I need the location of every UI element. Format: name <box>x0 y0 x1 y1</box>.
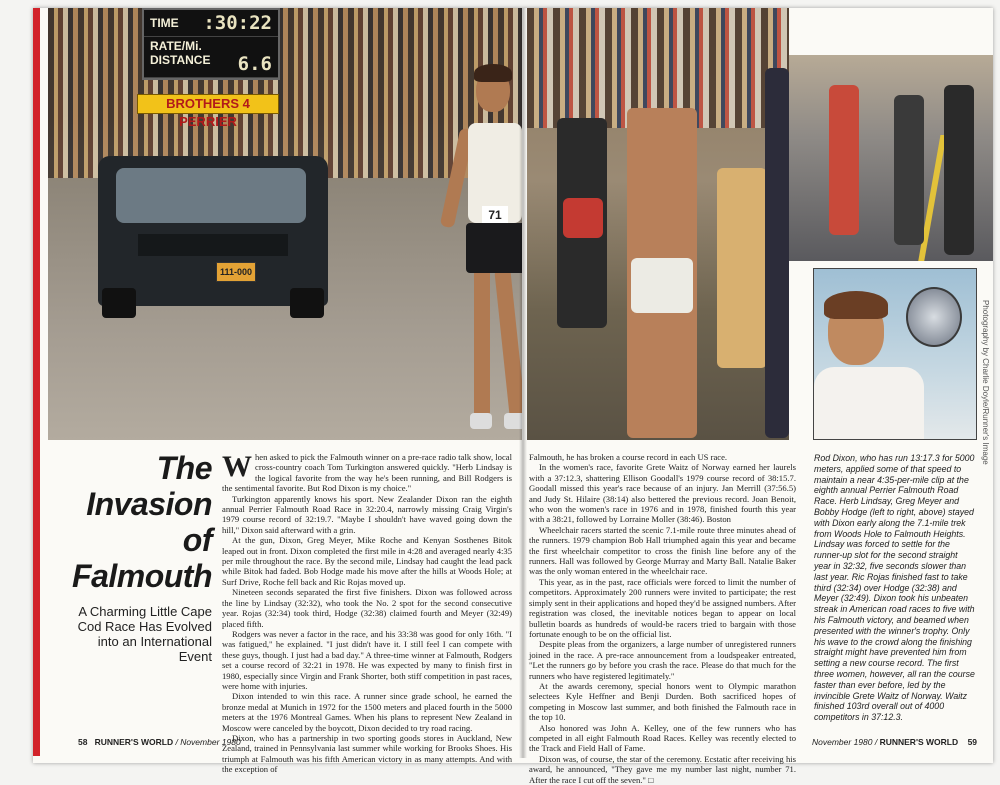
article-headline <box>62 450 212 664</box>
col1-para-2: Turkington apparently knows his sport. New Zealander Dixon ran the eighth annual Perrier Falmouth Road Race in 32:20.4, narrowly missing Craig Virgin's 1979 course record of 32:19.7. "Maybe I shouldn't have waved going down the hill," Dixon said afterward with a grin. <box>222 493 512 535</box>
col2-para-2: In the women's race, favorite Grete Waitz of Norway earned her laurels with a 37:12.3, shattering Ellison Goodall's 1979 course record of 38:15.7. Goodall missed this year's race because of an injury. Jan Merrill (37:56.5) and Judy St. Hilaire (38:14) also bettered the previous record. Joan Benoit, who won the women's race in 1976 and in 1978, finished fourth this year with a 38:21, followed by Lorraine Moller (38:46). Boston <box>529 462 796 525</box>
distance-value: 6.6 <box>237 53 272 75</box>
right-page-number: 59 <box>967 737 978 747</box>
sponsor-banner: BROTHERS 4 PERRIER <box>137 94 279 114</box>
trophy-photo <box>813 268 977 440</box>
left-magazine-name: RUNNER'S WORLD <box>94 737 174 747</box>
col2-para-3: Wheelchair racers started the scenic 7.1-mile route three minutes ahead of the runners. 1979 champion Bob Hall triumphed again this year and became the first wheelchair competitor to cross the finish line before any of the runners. Hall was followed by George Murray and Marty Ball. Natalie Baker was the only woman entered in the wheelchair race. <box>529 524 796 577</box>
lead-pack-photo <box>789 55 993 261</box>
title-line-4: Falmouth <box>72 558 212 594</box>
left-page-number: 58 <box>78 737 88 747</box>
page-gutter <box>519 8 527 758</box>
article-subhead: A Charming Little Cape Cod Race Has Evolved into an International Event <box>77 604 212 664</box>
race-clock-sign <box>142 8 280 80</box>
col1-para-3: At the gun, Dixon, Greg Meyer, Mike Roche and Kenyan Sosthenes Bitok leaped out in front. Dixon completed the first mile in 4:28 and averaged nearly 4:35 per mile throughout the race. By the second mile, Lindsay had caught the lead pack while Bitok had faded. Bob Hodge made his move after the hills at Woods Hole; at Surf Drive, Roche fell back and Ric Rojas moved up. <box>222 535 512 587</box>
spectators-photo <box>527 8 789 440</box>
trophy-figure <box>906 287 962 347</box>
runner-bib: 71 <box>482 206 508 224</box>
col1-para-1: hen asked to pick the Falmouth winner on a pre-race radio talk show, local cross-country coach Tom Turkington answered quickly. "Herb Lindsay is the logical favorite from the way he's been running, and Bill Rodgers is the sentimental favorite. But Rod Dixon is my choice." <box>222 452 512 494</box>
pace-car <box>98 116 328 316</box>
left-issue-date: / November 1980 <box>175 737 241 747</box>
col2-para-4: This year, as in the past, race officials were forced to limit the number of competitors. Approximately 200 runners were invited to participate; the rest simply sent in their applications and hoped they'd be assigned numbers. After registration was closed, the inevitable notices began to appear on local bulletin boards as hundreds of would-be racers tried to bargain with those fortunate enough to be on the official list. <box>529 576 796 639</box>
col2-para-8: Dixon was, of course, the star of the ceremony. Ecstatic after receiving his award, he announced, "They gave me my number last night, number 71. After the race I cut off the seven." □ <box>529 753 796 785</box>
photo-credit: Photography by Charlie Doyle/Runner's Image <box>981 300 990 465</box>
right-issue-date: November 1980 / <box>812 737 878 747</box>
main-photo-runner-car <box>48 8 522 440</box>
title-line-1: The <box>156 450 212 486</box>
page-edge-stripe <box>33 8 40 756</box>
right-magazine-name: RUNNER'S WORLD <box>879 737 959 747</box>
col2-para-5: Despite pleas from the organizers, a large number of unregistered runners joined in the race. A pre-race announcement from a loudspeaker entreated, "Let the runners go by before you crash the race. Please do that much for the runners who have registered legitimately." <box>529 639 796 681</box>
photo-caption: Rod Dixon, who has run 13:17.3 for 5000 meters, applied some of that speed to maintain a near 4:35-per-mile clip at the eighth annual Perrier Falmouth Road Race. Herb Lindsay, Greg Meyer and Bobby Hodge (left to right, above) stayed with Dixon early along the 7.1-mile trek from Woods Hole to Falmouth Heights. Lindsay was forced to settle for the runner-up slot for the second straight year in 32:32, five seconds slower than last year. Ric Rojas finished fast to take third (32:34) over Hodge (32:38) and Meyer (32:49). Dixon took his unbeaten streak in American road races to five with his Falmouth victory, and beamed when presented with the winner's trophy. Only his wave to the crowd along the finishing straight might have prevented him from setting a new course record. The first three women, however, all ran the course faster than ever before, led by the invincible Grete Waitz of Norway. Waitz finished 103rd overall out of 4000 competitors in 37:12.3. <box>814 453 975 723</box>
col2-para-6: At the awards ceremony, special honors went to Olympic marathon selectees Kyle Heffner and Benji Durden. Both sacrificed hopes of competing in Moscow last summer, and both finished the Falmouth race in the top 10. <box>529 680 796 723</box>
lead-runner-figure <box>440 68 522 440</box>
folio-left <box>78 737 241 747</box>
license-plate: 111-000 <box>216 262 256 282</box>
rate-label: RATE/Mi. <box>150 39 202 53</box>
col1-para-7: Dixon, who has a partnership in two sporting goods stores in Auckland, New Zealand, trained in Pennsylvania last summer while working for Brooks Shoes. His triumph at Falmouth was his fifth American victory in as many attempts. And with the exception of <box>222 732 512 775</box>
title-line-2: Invasion <box>86 486 212 522</box>
col2-para-1: Falmouth, he has broken a course record in each US race. <box>529 452 728 462</box>
drop-cap: W <box>222 450 252 483</box>
time-label: TIME <box>150 16 179 30</box>
col1-para-6: Dixon intended to win this race. A runner since grade school, he earned the bronze medal at Munich in 1972 for the 1500 meters and placed fourth in the 5000 meters at the 1976 Montreal Games. When his plans to represent New Zealand in Moscow were canceled by the boycott, Dixon decided to try road racing. <box>222 691 512 733</box>
folio-right <box>812 737 977 747</box>
time-value: :30:22 <box>203 12 272 34</box>
title-line-3: of <box>182 522 212 558</box>
col2-para-7: Also honored was John A. Kelley, one of the few runners who has competed in all eight Falmouth Road Races. Kelley was recently elected to the Track and Field Hall of Fame. <box>529 722 796 754</box>
col1-para-4: Nineteen seconds separated the first five finishers. Dixon was followed across the line by Lindsay (32:32), who took the No. 2 spot for the second consecutive year. Rojas (32:34) took third, Hodge (32:38) claimed fourth and Meyer (32:49) placed fifth. <box>222 587 512 629</box>
col1-para-5: Rodgers was never a factor in the race, and his 33:38 was good for only 16th. "I was fatigued," he explained. "I just didn't have it. I still feel I can compete with these guys, though. I just had a bad day." A three-time winner at Falmouth, Rodgers set a course record of 32:21 in 1978. He was expected by many to finish first in 1980, especially since Virgin and Frank Shorter, both stiff competition in past races, were home with injuries. <box>222 628 512 691</box>
body-column-1 <box>222 452 512 775</box>
distance-label: DISTANCE <box>150 53 211 67</box>
body-column-2 <box>529 452 796 785</box>
